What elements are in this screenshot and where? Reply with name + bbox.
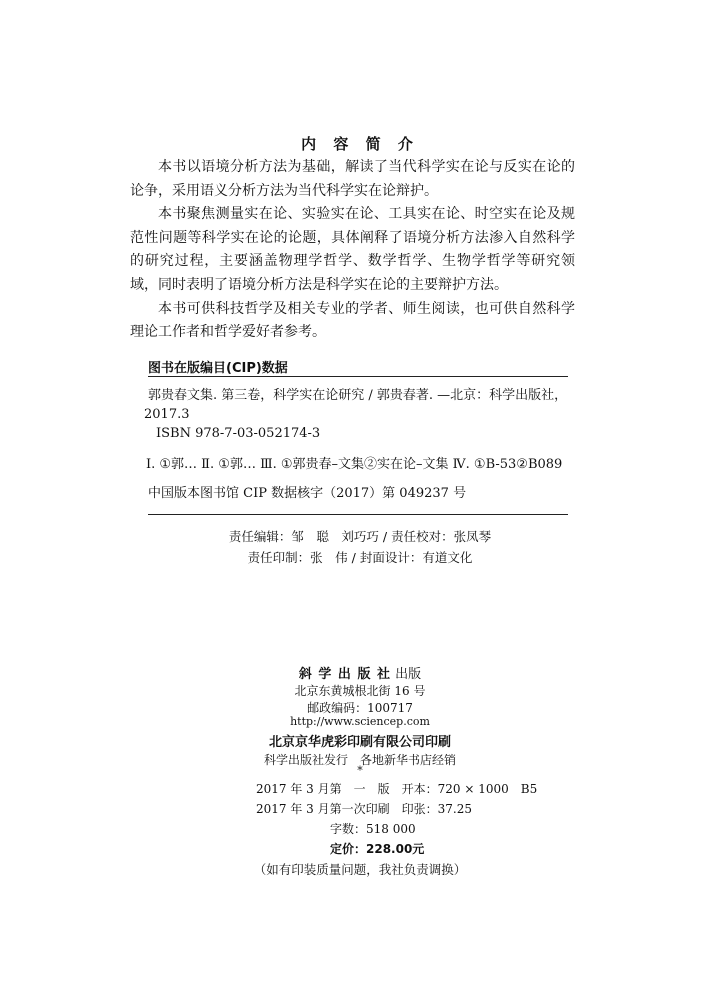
publisher-postcode: 邮政编码：100717 xyxy=(307,701,413,715)
summary-paragraph: 本书可供科技哲学及相关专业的学者、师生阅读，也可供自然科学理论工作者和哲学爱好者参考。 xyxy=(130,300,575,341)
summary-text xyxy=(130,156,575,345)
printer-line: 北京京华虎彩印刷有限公司印刷 xyxy=(268,735,451,750)
quality-notice: （如有印装质量问题，我社负责调换） xyxy=(253,862,467,877)
cip-title-line: 郭贵春文集. 第三卷，科学实在论研究 / 郭贵春著. —北京：科学出版社， xyxy=(148,388,568,403)
cip-year-line: 2017.3 xyxy=(144,407,190,422)
printing-line: 2017 年 3 月第一次印刷 印张：37.25 xyxy=(256,802,472,816)
cip-heading: 图书在版编目(CIP)数据 xyxy=(148,361,288,376)
credits-production: 责任印制：张 伟 / 封面设计：有道文化 xyxy=(247,550,473,565)
publisher-line xyxy=(0,663,720,682)
edition-line: 2017 年 3 月第 一 版 开本：720 × 1000 B5 xyxy=(256,782,538,796)
cip-body xyxy=(144,386,568,503)
credits-editors: 责任编辑：邹 聪 刘巧巧 / 责任校对：张凤琴 xyxy=(228,529,492,544)
cip-isbn: ISBN 978-7-03-052174-3 xyxy=(156,426,321,441)
cip-verification: 中国版本图书馆 CIP 数据核字（2017）第 049237 号 xyxy=(148,486,467,501)
publisher-address: 北京东黄城根北街 16 号 xyxy=(294,684,426,698)
separator-star: * xyxy=(357,764,363,777)
publisher-suffix: 出版 xyxy=(390,667,422,682)
publisher-name: 斜 学 出 版 社 xyxy=(298,667,391,682)
cip-top-rule xyxy=(148,376,568,377)
summary-heading: 内 容 简 介 xyxy=(301,135,419,153)
word-count: 字数：518 000 xyxy=(330,822,416,836)
publisher-website: http://www.sciencep.com xyxy=(290,715,430,728)
distributor-line: 科学出版社发行 各地新华书店经销 xyxy=(263,753,456,767)
cip-bottom-rule xyxy=(148,514,568,515)
summary-paragraph: 本书以语境分析方法为基础，解读了当代科学实在论与反实在论的论争，采用语义分析方法为当代科学实在论辩护。 xyxy=(130,159,575,199)
summary-paragraph: 本书聚焦测量实在论、实验实在论、工具实在论、时空实在论及规范性问题等科学实在论的论题，具体阐释了语境分析方法渗入自然科学的研究过程，主要涵盖物理学哲学、数学哲学、生物学哲学等研究领域，同时表明了语境分析方法是科学实在论的主要辩护方法。 xyxy=(130,206,575,293)
cip-classification: Ⅰ. ①郭… Ⅱ. ①郭… Ⅲ. ①郭贵春–文集②实在论–文集 Ⅳ. ①B-53②B089 xyxy=(146,457,563,472)
price: 定价：228.00元 xyxy=(330,842,425,856)
